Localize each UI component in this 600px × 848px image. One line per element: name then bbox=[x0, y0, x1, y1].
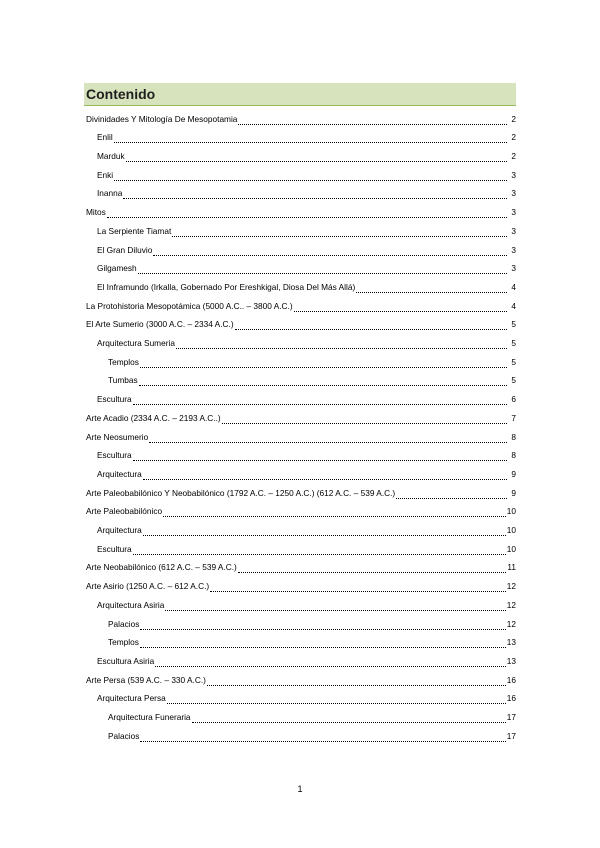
dot-leader bbox=[155, 658, 506, 667]
toc-entry[interactable] bbox=[84, 200, 516, 219]
toc-entry-page: 3 bbox=[511, 188, 516, 199]
toc-entry[interactable] bbox=[84, 723, 516, 742]
toc-entry[interactable] bbox=[84, 667, 516, 686]
toc-entry[interactable] bbox=[84, 330, 516, 349]
toc-entry[interactable] bbox=[84, 424, 516, 443]
toc-entry-title: Templos bbox=[108, 356, 139, 367]
toc-entry-page: 3 bbox=[511, 244, 516, 255]
dot-leader bbox=[133, 452, 507, 461]
toc-entry-page: 16 bbox=[506, 693, 516, 704]
toc-entry-page: 8 bbox=[511, 450, 516, 461]
toc-entry-title: Arte Persa (539 A.C. – 330 A.C.) bbox=[86, 674, 206, 685]
toc-entry-page: 9 bbox=[511, 468, 516, 479]
toc-entry[interactable] bbox=[84, 611, 516, 630]
toc-entry[interactable] bbox=[84, 387, 516, 406]
page-number: 1 bbox=[297, 784, 303, 794]
toc-entry-page: 12 bbox=[506, 581, 516, 592]
toc-entry-page: 5 bbox=[511, 356, 516, 367]
dot-leader bbox=[167, 695, 506, 704]
toc-entry-title: Enki bbox=[97, 169, 114, 180]
toc-entry-page: 3 bbox=[511, 263, 516, 274]
toc-entry[interactable] bbox=[84, 480, 516, 499]
dot-leader bbox=[153, 247, 507, 256]
toc-entry[interactable] bbox=[84, 686, 516, 705]
toc-entry-title: Tumbas bbox=[108, 375, 138, 386]
toc-entry-page: 10 bbox=[506, 543, 516, 554]
toc-entry-page: 16 bbox=[506, 674, 516, 685]
toc-entry-title: Marduk bbox=[97, 151, 125, 162]
toc-entry-title: Divinidades Y Mitología De Mesopotamia bbox=[86, 113, 238, 124]
dot-leader bbox=[114, 134, 507, 143]
toc-entry-title: Arquitectura bbox=[97, 468, 142, 479]
dot-leader bbox=[165, 602, 505, 611]
dot-leader bbox=[140, 733, 505, 742]
toc-entry-title: Enlil bbox=[97, 132, 113, 143]
dot-leader bbox=[163, 508, 506, 517]
toc-entry-title: El Arte Sumerio (3000 A.C. – 2334 A.C.) bbox=[86, 319, 234, 330]
toc-entry[interactable] bbox=[84, 368, 516, 387]
toc-entry-title: Arte Asirio (1250 A.C. – 612 A.C.) bbox=[86, 581, 210, 592]
toc-entry[interactable] bbox=[84, 237, 516, 256]
toc-entry[interactable] bbox=[84, 592, 516, 611]
toc-entry[interactable] bbox=[84, 106, 516, 125]
toc-entry-page: 10 bbox=[506, 506, 516, 517]
dot-leader bbox=[143, 527, 506, 536]
toc-entry[interactable] bbox=[84, 536, 516, 555]
toc-entry[interactable] bbox=[84, 443, 516, 462]
toc-entry-title: Palacios bbox=[108, 730, 140, 741]
toc-entry-page: 5 bbox=[511, 319, 516, 330]
toc-entry[interactable] bbox=[84, 274, 516, 293]
toc-entry-page: 5 bbox=[511, 338, 516, 349]
toc-entry-title: Arquitectura Persa bbox=[97, 693, 166, 704]
toc-entry-title: Escultura Asiria bbox=[97, 655, 155, 666]
toc-entry-title: Arte Acadio (2334 A.C. – 2193 A.C..) bbox=[86, 412, 221, 423]
toc-entry-title: El Gran Diluvio bbox=[97, 244, 153, 255]
toc-entry[interactable] bbox=[84, 405, 516, 424]
dot-leader bbox=[123, 190, 507, 199]
dot-leader bbox=[172, 228, 507, 237]
toc-entry-title: Escultura bbox=[97, 450, 132, 461]
dot-leader bbox=[107, 209, 507, 218]
toc-entry[interactable] bbox=[84, 630, 516, 649]
toc-entry-page: 13 bbox=[506, 637, 516, 648]
toc-entry[interactable] bbox=[84, 349, 516, 368]
dot-leader bbox=[192, 714, 506, 723]
dot-leader bbox=[210, 583, 506, 592]
toc-entry-page: 9 bbox=[511, 487, 516, 498]
toc-entry-title: Gilgamesh bbox=[97, 263, 137, 274]
dot-leader bbox=[235, 321, 507, 330]
dot-leader bbox=[143, 471, 507, 480]
toc-entry[interactable] bbox=[84, 461, 516, 480]
toc-entry-page: 7 bbox=[511, 412, 516, 423]
toc-entry[interactable] bbox=[84, 293, 516, 312]
dot-leader bbox=[222, 415, 507, 424]
toc-heading: Contenido bbox=[84, 83, 516, 105]
dot-leader bbox=[396, 490, 507, 499]
dot-leader bbox=[356, 284, 507, 293]
toc-entry[interactable] bbox=[84, 704, 516, 723]
toc-entry[interactable] bbox=[84, 181, 516, 200]
dot-leader bbox=[133, 546, 506, 555]
dot-leader bbox=[139, 377, 507, 386]
toc-entry-title: Mitos bbox=[86, 207, 106, 218]
toc-entry-title: Arte Paleobabilónico Y Neobabilónico (1792 A.C. – 1250 A.C.) (612 A.C. – 539 A.C.) bbox=[86, 487, 396, 498]
dot-leader bbox=[126, 153, 507, 162]
toc-entry[interactable] bbox=[84, 162, 516, 181]
toc-entry[interactable] bbox=[84, 125, 516, 144]
dot-leader bbox=[207, 677, 506, 686]
dot-leader bbox=[140, 359, 507, 368]
toc-entry-title: Arquitectura bbox=[97, 525, 142, 536]
toc-entry-title: Arquitectura Asiria bbox=[97, 599, 165, 610]
toc-entry-page: 17 bbox=[506, 730, 516, 741]
toc-entry-page: 2 bbox=[511, 132, 516, 143]
dot-leader bbox=[138, 265, 507, 274]
toc-entry-page: 11 bbox=[507, 562, 516, 573]
toc-entry[interactable] bbox=[84, 312, 516, 331]
dot-leader bbox=[294, 303, 507, 312]
dot-leader bbox=[140, 639, 506, 648]
toc-entry-page: 3 bbox=[511, 225, 516, 236]
toc-entry-page: 4 bbox=[511, 281, 516, 292]
toc-entry-page: 10 bbox=[506, 525, 516, 536]
toc-entry-page: 8 bbox=[511, 431, 516, 442]
toc-entry-title: Palacios bbox=[108, 618, 140, 629]
toc-entry-title: El Inframundo (Irkalla, Gobernado Por Ereshkigal, Diosa Del Más Allá) bbox=[97, 281, 356, 292]
toc-entry[interactable] bbox=[84, 574, 516, 593]
toc-entry-page: 5 bbox=[511, 375, 516, 386]
toc-entry[interactable] bbox=[84, 256, 516, 275]
toc-entry[interactable] bbox=[84, 648, 516, 667]
toc-entry-title: Arquitectura Sumeria bbox=[97, 338, 175, 349]
toc-entry-page: 3 bbox=[511, 169, 516, 180]
toc-entry[interactable] bbox=[84, 517, 516, 536]
toc-entry-title: Arquitectura Funeraria bbox=[108, 712, 191, 723]
toc-entry-page: 12 bbox=[506, 618, 516, 629]
dot-leader bbox=[133, 396, 507, 405]
toc-entry[interactable] bbox=[84, 499, 516, 518]
toc-entry-title: La Serpiente Tiamat bbox=[97, 225, 172, 236]
dot-leader bbox=[114, 172, 507, 181]
toc-entry-title: Arte Neosumerio bbox=[86, 431, 149, 442]
toc-entry-title: Arte Paleobabilónico bbox=[86, 506, 163, 517]
toc-entry-page: 3 bbox=[511, 207, 516, 218]
toc-entry[interactable] bbox=[84, 218, 516, 237]
toc-entry-title: La Protohistoria Mesopotámica (5000 A.C.. – 3800 A.C.) bbox=[86, 300, 293, 311]
toc-entry-page: 2 bbox=[511, 113, 516, 124]
dot-leader bbox=[238, 564, 507, 573]
toc-entry-title: Escultura bbox=[97, 394, 132, 405]
toc-entry-title: Inanna bbox=[97, 188, 123, 199]
toc-entry-page: 17 bbox=[506, 712, 516, 723]
dot-leader bbox=[149, 434, 507, 443]
toc-entry[interactable] bbox=[84, 555, 516, 574]
toc-entry-title: Escultura bbox=[97, 543, 132, 554]
toc-entry[interactable] bbox=[84, 143, 516, 162]
toc-entry-page: 6 bbox=[511, 394, 516, 405]
dot-leader bbox=[140, 621, 505, 630]
toc-entry-page: 12 bbox=[506, 599, 516, 610]
toc-entry-title: Templos bbox=[108, 637, 139, 648]
dot-leader bbox=[176, 340, 507, 349]
toc-entry-page: 2 bbox=[511, 151, 516, 162]
toc-entry-page: 13 bbox=[506, 655, 516, 666]
toc-entry-page: 4 bbox=[511, 300, 516, 311]
dot-leader bbox=[238, 116, 507, 125]
toc-entry-title: Arte Neobabilónico (612 A.C. – 539 A.C.) bbox=[86, 562, 237, 573]
